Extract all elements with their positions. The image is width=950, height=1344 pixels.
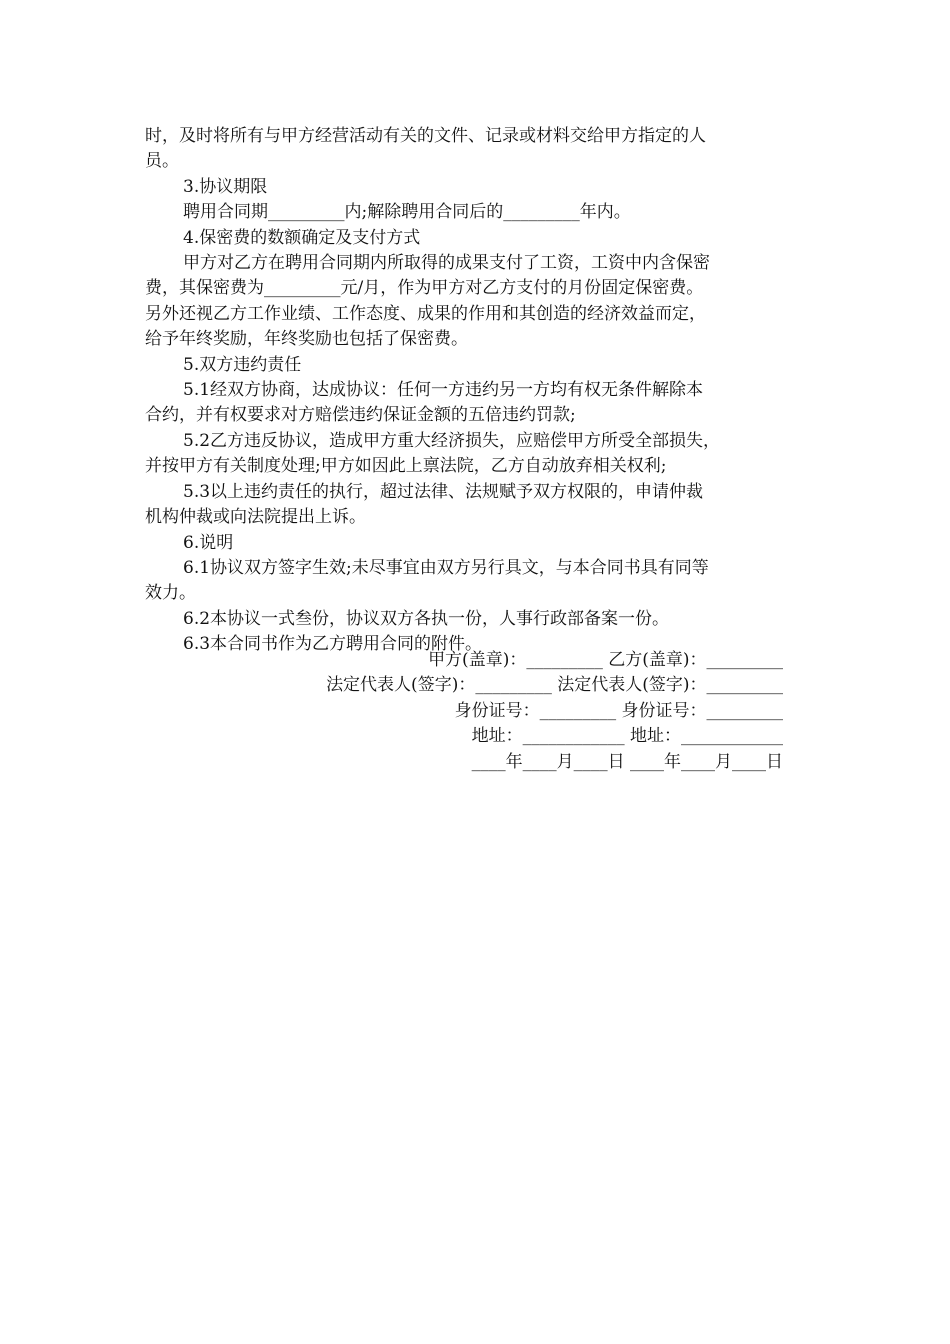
paragraph-line: 机构仲裁或向法院提出上诉。 — [145, 507, 366, 528]
paragraph-line: 给予年终奖励，年终奖励也包括了保密费。 — [145, 329, 468, 350]
section-heading: 6.说明 — [183, 532, 234, 553]
section-heading: 4.保密费的数额确定及支付方式 — [183, 227, 421, 248]
section-heading: 3.协议期限 — [183, 176, 268, 197]
signature-seal-line: 甲方(盖章)：_________ 乙方(盖章)：_________ — [428, 650, 783, 670]
paragraph-line: 并按甲方有关制度处理;甲方如因此上禀法院，乙方自动放弃相关权利; — [145, 456, 667, 477]
signature-representative-line: 法定代表人(签字)：_________ 法定代表人(签字)：_________ — [326, 675, 783, 696]
signature-date-line: ____年____月____日 ____年____月____日 — [471, 751, 783, 772]
paragraph-line: 6.2本协议一式叁份，协议双方各执一份，人事行政部备案一份。 — [183, 608, 670, 629]
paragraph-line: 聘用合同期_________内;解除聘用合同后的_________年内。 — [183, 202, 631, 223]
paragraph-line: 甲方对乙方在聘用合同期内所取得的成果支付了工资，工资中内含保密 — [183, 253, 710, 274]
body-text — [145, 124, 805, 658]
paragraph-line: 效力。 — [145, 583, 196, 604]
paragraph-line: 员。 — [145, 151, 179, 172]
paragraph-line: 5.3以上违约责任的执行，超过法律、法规赋予双方权限的，申请仲裁 — [183, 481, 704, 502]
paragraph-line: 时，及时将所有与甲方经营活动有关的文件、记录或材料交给甲方指定的人 — [145, 126, 706, 146]
signature-id-line: 身份证号：_________ 身份证号：_________ — [454, 700, 783, 721]
paragraph-line: 另外还视乙方工作业绩、工作态度、成果的作用和其创造的经济效益而定， — [145, 303, 706, 324]
signature-address-line: 地址：____________ 地址：____________ — [471, 726, 783, 747]
paragraph-line: 合约，并有权要求对方赔偿违约保证金额的五倍违约罚款; — [145, 405, 576, 426]
paragraph-line: 6.3本合同书作为乙方聘用合同的附件。 — [183, 634, 483, 655]
paragraph-line: 6.1协议双方签字生效;未尽事宜由双方另行具文，与本合同书具有同等 — [183, 557, 709, 578]
section-heading: 5.双方违约责任 — [183, 354, 302, 375]
paragraph-line: 5.1经双方协商，达成协议：任何一方违约另一方均有权无条件解除本 — [183, 380, 704, 401]
paragraph-line: 5.2乙方违反协议，造成甲方重大经济损失，应赔偿甲方所受全部损失， — [183, 430, 721, 451]
signature-block — [326, 648, 783, 775]
paragraph-line: 费，其保密费为_________元/月，作为甲方对乙方支付的月份固定保密费。 — [145, 278, 704, 299]
